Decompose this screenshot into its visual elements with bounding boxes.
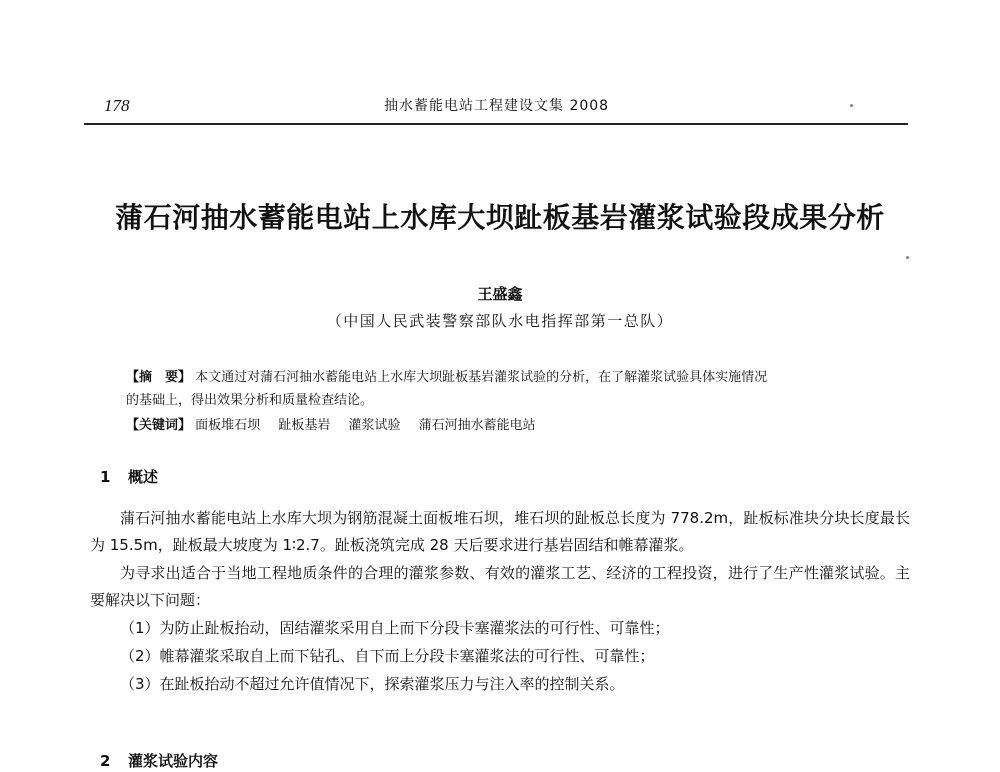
abstract-continuation bbox=[126, 389, 886, 412]
section-heading-1 bbox=[100, 466, 158, 488]
keywords bbox=[126, 414, 886, 437]
abstract-block bbox=[126, 366, 886, 437]
body-paragraph: 蒲石河抽水蓄能电站上水库大坝为钢筋混凝土面板堆石坝，堆石坝的趾板总长度为 778.2m，趾板标准块分块长度最长为 15.5m，趾板最大坡度为 1∶2.7。趾板浇筑完成 28 天后要求进行基岩固结和帷幕灌浆。 bbox=[90, 509, 910, 554]
abstract-label: 【摘 要】 bbox=[126, 370, 192, 385]
scan-speck bbox=[906, 256, 909, 259]
abstract-text-line2: 的基础上，得出效果分析和质量检查结论。 bbox=[126, 393, 374, 408]
running-header bbox=[84, 96, 908, 120]
page-number: 178 bbox=[104, 96, 130, 115]
body-paragraph: 为寻求出适合于当地工程地质条件的合理的灌浆参数、有效的灌浆工艺、经济的工程投资，进行了生产性灌浆试验。主要解决以下问题： bbox=[90, 564, 910, 609]
list-item: （3）在趾板抬动不超过允许值情况下，探索灌浆压力与注入率的控制关系。 bbox=[120, 675, 625, 693]
keyword: 趾板基岩 bbox=[278, 418, 331, 433]
list-item: （2）帷幕灌浆采取自上而下钻孔、自下而上分段卡塞灌浆法的可行性、可靠性； bbox=[120, 647, 655, 665]
section-title: 灌浆试验内容 bbox=[128, 752, 219, 770]
header-rule bbox=[84, 123, 908, 125]
section-heading-2 bbox=[100, 750, 218, 772]
list-item: （1）为防止趾板抬动，固结灌浆采用自上而下分段卡塞灌浆法的可行性、可靠性； bbox=[120, 619, 670, 637]
keywords-label: 【关键词】 bbox=[126, 418, 192, 433]
author-affiliation: （中国人民武装警察部队水电指挥部第一总队） bbox=[326, 312, 674, 330]
keyword: 蒲石河抽水蓄能电站 bbox=[418, 418, 536, 433]
keyword: 灌浆试验 bbox=[348, 418, 401, 433]
section-1-body bbox=[90, 505, 910, 698]
journal-title: 抽水蓄能电站工程建设文集 2008 bbox=[384, 98, 610, 114]
author-name: 王盛鑫 bbox=[477, 285, 523, 303]
abstract bbox=[126, 366, 886, 389]
section-number: 2 bbox=[100, 752, 111, 770]
paper-title: 蒲石河抽水蓄能电站上水库大坝趾板基岩灌浆试验段成果分析 bbox=[115, 201, 885, 234]
section-title: 概述 bbox=[128, 468, 159, 486]
section-number: 1 bbox=[100, 468, 111, 486]
abstract-text-line1: 本文通过对蒲石河抽水蓄能电站上水库大坝趾板基岩灌浆试验的分析，在了解灌浆试验具体实施情况 bbox=[195, 370, 768, 385]
scan-speck bbox=[850, 104, 853, 107]
keyword: 面板堆石坝 bbox=[195, 418, 261, 433]
